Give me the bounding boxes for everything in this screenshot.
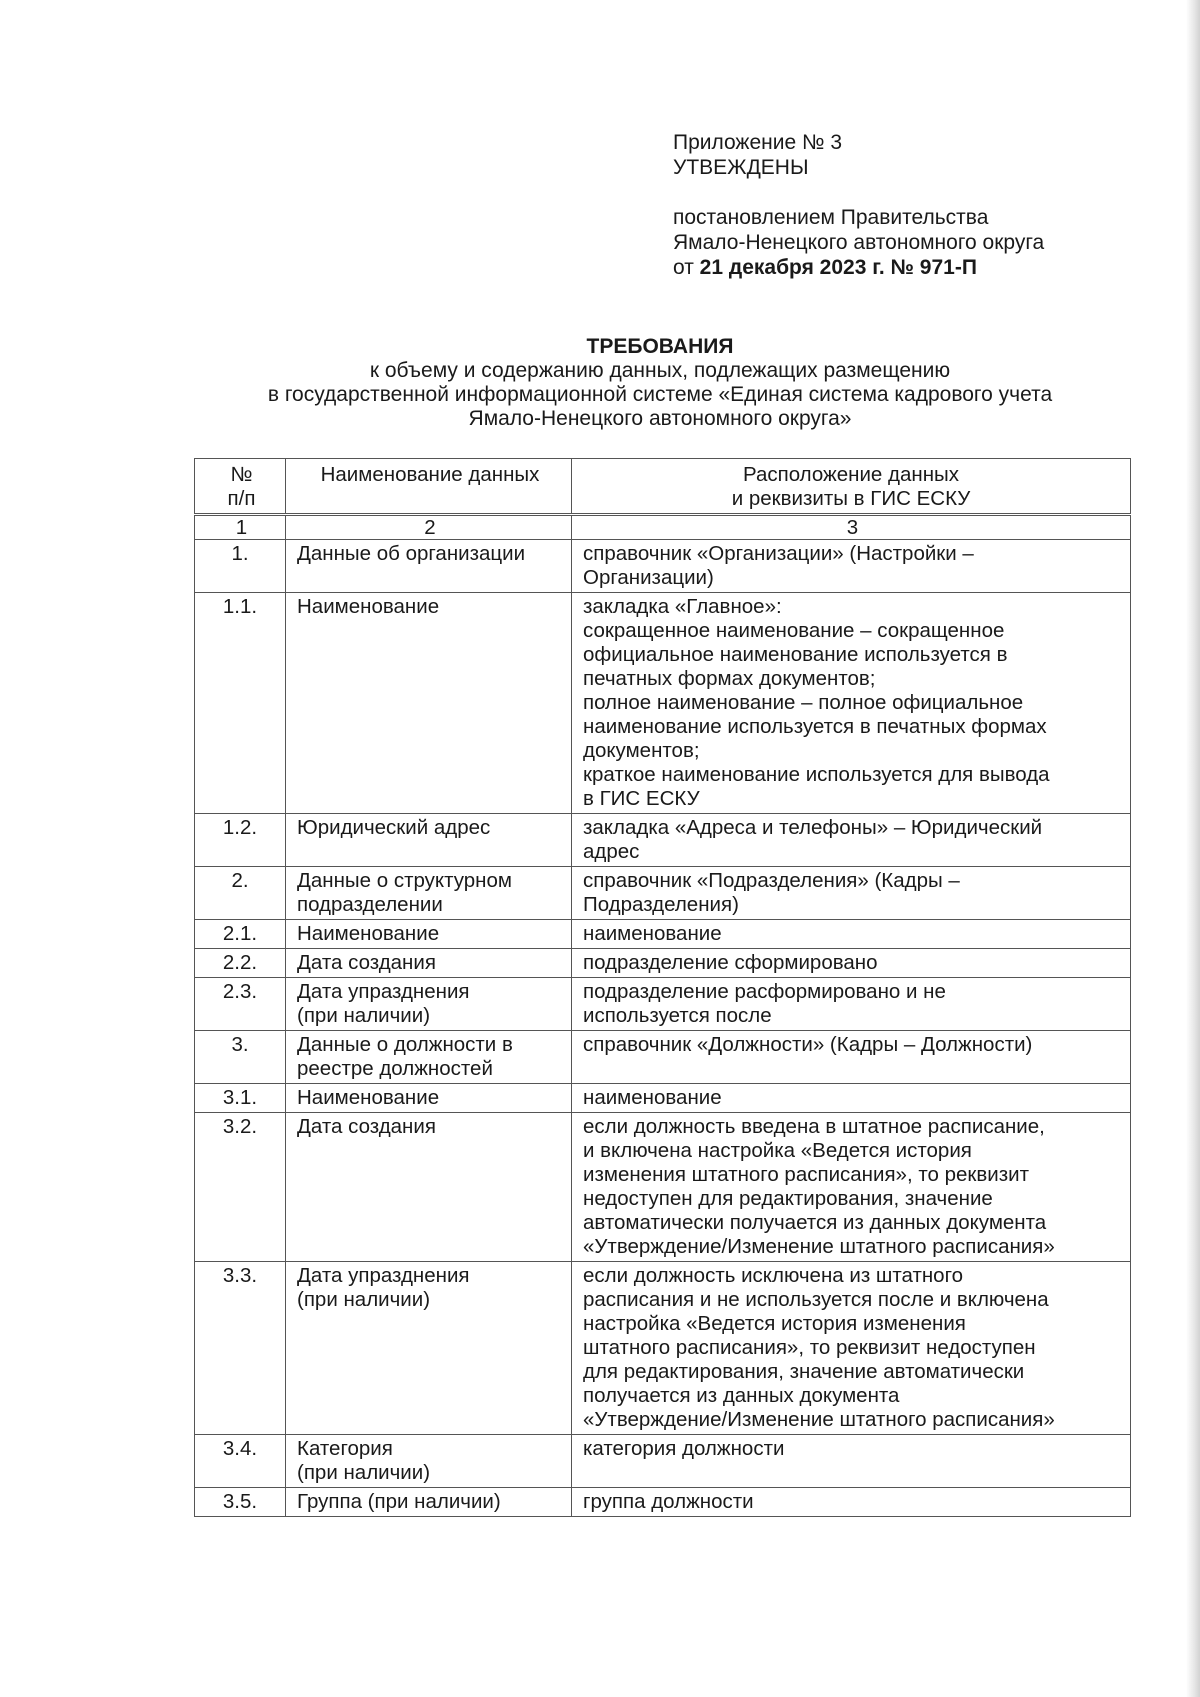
resolution-line: постановлением Правительства [673, 206, 989, 229]
data-name-line: подразделении [297, 893, 443, 916]
row-data-name [286, 867, 572, 920]
government-line: Ямало-Ненецкого автономного округа [673, 231, 1045, 254]
table-row [195, 814, 1131, 867]
header-location: Расположение данных и реквизиты в ГИС ЕСКУ [572, 459, 1131, 515]
approved-label: УТВЕЖДЕНЫ [673, 156, 809, 179]
data-name-line: Наименование [297, 1086, 440, 1109]
row-data-name [286, 949, 572, 978]
row-location [572, 949, 1131, 978]
data-name-line: Группа (при наличии) [297, 1490, 501, 1513]
data-name-line: Данные об организации [297, 542, 526, 565]
location-line: если должность исключена из штатного [583, 1264, 964, 1287]
location-line: закладка «Адреса и телефоны» – Юридический [583, 816, 1043, 839]
header-data-name: Наименование данных [286, 459, 572, 515]
column-number: 2 [286, 515, 572, 540]
table-row [195, 540, 1131, 593]
row-data-name [286, 1113, 572, 1262]
title-line-1: к объему и содержанию данных, подлежащих размещению [369, 359, 951, 382]
data-name-line: (при наличии) [297, 1004, 431, 1027]
table-row [195, 978, 1131, 1031]
row-number: 1.2. [195, 814, 286, 867]
data-name-line: Наименование [297, 922, 440, 945]
location-line: Подразделения) [583, 893, 739, 916]
row-number: 3.4. [195, 1435, 286, 1488]
document-title-block [150, 335, 1170, 431]
location-line: подразделение расформировано и не [583, 980, 946, 1003]
table-header-row [195, 459, 1131, 515]
table-row [195, 593, 1131, 814]
row-location [572, 1435, 1131, 1488]
table-row [195, 1084, 1131, 1113]
location-line: наименование [583, 1086, 722, 1109]
location-line: группа должности [583, 1490, 754, 1513]
location-line: и включена настройка «Ведется история [583, 1139, 972, 1162]
row-number: 3.1. [195, 1084, 286, 1113]
location-line: в ГИС ЕСКУ [583, 787, 700, 810]
row-number: 2.1. [195, 920, 286, 949]
location-line: официальное наименование используется в [583, 643, 1008, 666]
resolution-date: 21 декабря 2023 г. № 971-П [699, 256, 977, 279]
data-name-line: Дата упразднения [297, 980, 470, 1003]
location-line: подразделение сформировано [583, 951, 878, 974]
location-line: Организации) [583, 566, 714, 589]
row-location [572, 814, 1131, 867]
row-location [572, 978, 1131, 1031]
table-row [195, 1262, 1131, 1435]
row-data-name [286, 1084, 572, 1113]
location-line: если должность введена в штатное расписание, [583, 1115, 1045, 1138]
location-line: «Утверждение/Изменение штатного расписания» [583, 1235, 1055, 1258]
row-data-name [286, 1435, 572, 1488]
data-name-line: (при наличии) [297, 1288, 431, 1311]
location-line: закладка «Главное»: [583, 595, 782, 618]
row-location [572, 867, 1131, 920]
appendix-number: Приложение № 3 [673, 131, 843, 154]
title-line-2: в государственной информационной системе «Единая система кадрового учета [267, 383, 1053, 406]
location-line: получается из данных документа [583, 1384, 900, 1407]
table-row [195, 1031, 1131, 1084]
row-number: 3. [195, 1031, 286, 1084]
location-line: сокращенное наименование – сокращенное [583, 619, 1005, 642]
row-location [572, 1084, 1131, 1113]
data-name-line: Дата создания [297, 951, 436, 974]
resolution-date-line [673, 255, 1153, 280]
location-line: автоматически получается из данных документа [583, 1211, 1047, 1234]
row-data-name [286, 1262, 572, 1435]
title-line-3: Ямало-Ненецкого автономного округа» [468, 407, 852, 430]
row-location [572, 1488, 1131, 1517]
row-number: 1. [195, 540, 286, 593]
table-row [195, 949, 1131, 978]
header-number: № п/п [195, 459, 286, 515]
location-line: изменения штатного расписания», то реквизит [583, 1163, 1029, 1186]
row-data-name [286, 540, 572, 593]
approval-block [673, 130, 1153, 280]
row-data-name [286, 593, 572, 814]
location-line: краткое наименование используется для вывода [583, 763, 1050, 786]
location-line: документов; [583, 739, 700, 762]
date-prefix: от [673, 256, 700, 279]
row-location [572, 593, 1131, 814]
location-line: расписания и не используется после и включена [583, 1288, 1049, 1311]
row-location [572, 1113, 1131, 1262]
location-line: справочник «Должности» (Кадры – Должности) [583, 1033, 1033, 1056]
row-number: 2.3. [195, 978, 286, 1031]
location-line: штатного расписания», то реквизит недоступен [583, 1336, 1036, 1359]
data-name-line: (при наличии) [297, 1461, 431, 1484]
location-line: наименование [583, 922, 722, 945]
data-name-line: Юридический адрес [297, 816, 491, 839]
row-number: 2.2. [195, 949, 286, 978]
location-line: печатных формах документов; [583, 667, 876, 690]
row-number: 3.3. [195, 1262, 286, 1435]
row-location [572, 920, 1131, 949]
requirements-table [194, 458, 1131, 1517]
document-title: ТРЕБОВАНИЯ [586, 335, 734, 358]
data-name-line: Данные о должности в [297, 1033, 513, 1056]
location-line: недоступен для редактирования, значение [583, 1187, 993, 1210]
data-name-line: Дата создания [297, 1115, 436, 1138]
row-data-name [286, 920, 572, 949]
data-name-line: реестре должностей [297, 1057, 493, 1080]
column-number: 1 [195, 515, 286, 540]
data-name-line: Данные о структурном [297, 869, 512, 892]
table-row [195, 920, 1131, 949]
location-line: адрес [583, 840, 640, 863]
location-line: для редактирования, значение автоматически [583, 1360, 1025, 1383]
location-line: используется после [583, 1004, 772, 1027]
page-edge-shadow [1186, 0, 1200, 1697]
row-number: 1.1. [195, 593, 286, 814]
table-row [195, 1488, 1131, 1517]
row-data-name [286, 978, 572, 1031]
column-number-row [195, 515, 1131, 540]
location-line: полное наименование – полное официальное [583, 691, 1024, 714]
row-data-name [286, 1031, 572, 1084]
data-name-line: Категория [297, 1437, 393, 1460]
data-name-line: Дата упразднения [297, 1264, 470, 1287]
row-number: 2. [195, 867, 286, 920]
table-body [195, 540, 1131, 1517]
row-data-name [286, 1488, 572, 1517]
row-data-name [286, 814, 572, 867]
row-number: 3.2. [195, 1113, 286, 1262]
row-location [572, 1262, 1131, 1435]
row-number: 3.5. [195, 1488, 286, 1517]
location-line: настройка «Ведется история изменения [583, 1312, 966, 1335]
data-name-line: Наименование [297, 595, 440, 618]
location-line: наименование используется в печатных формах [583, 715, 1047, 738]
row-location [572, 540, 1131, 593]
row-location [572, 1031, 1131, 1084]
table-row [195, 1435, 1131, 1488]
location-line: категория должности [583, 1437, 785, 1460]
location-line: справочник «Организации» (Настройки – [583, 542, 974, 565]
location-line: «Утверждение/Изменение штатного расписания» [583, 1408, 1055, 1431]
column-number: 3 [572, 515, 1131, 540]
location-line: справочник «Подразделения» (Кадры – [583, 869, 960, 892]
table-row [195, 867, 1131, 920]
table-row [195, 1113, 1131, 1262]
